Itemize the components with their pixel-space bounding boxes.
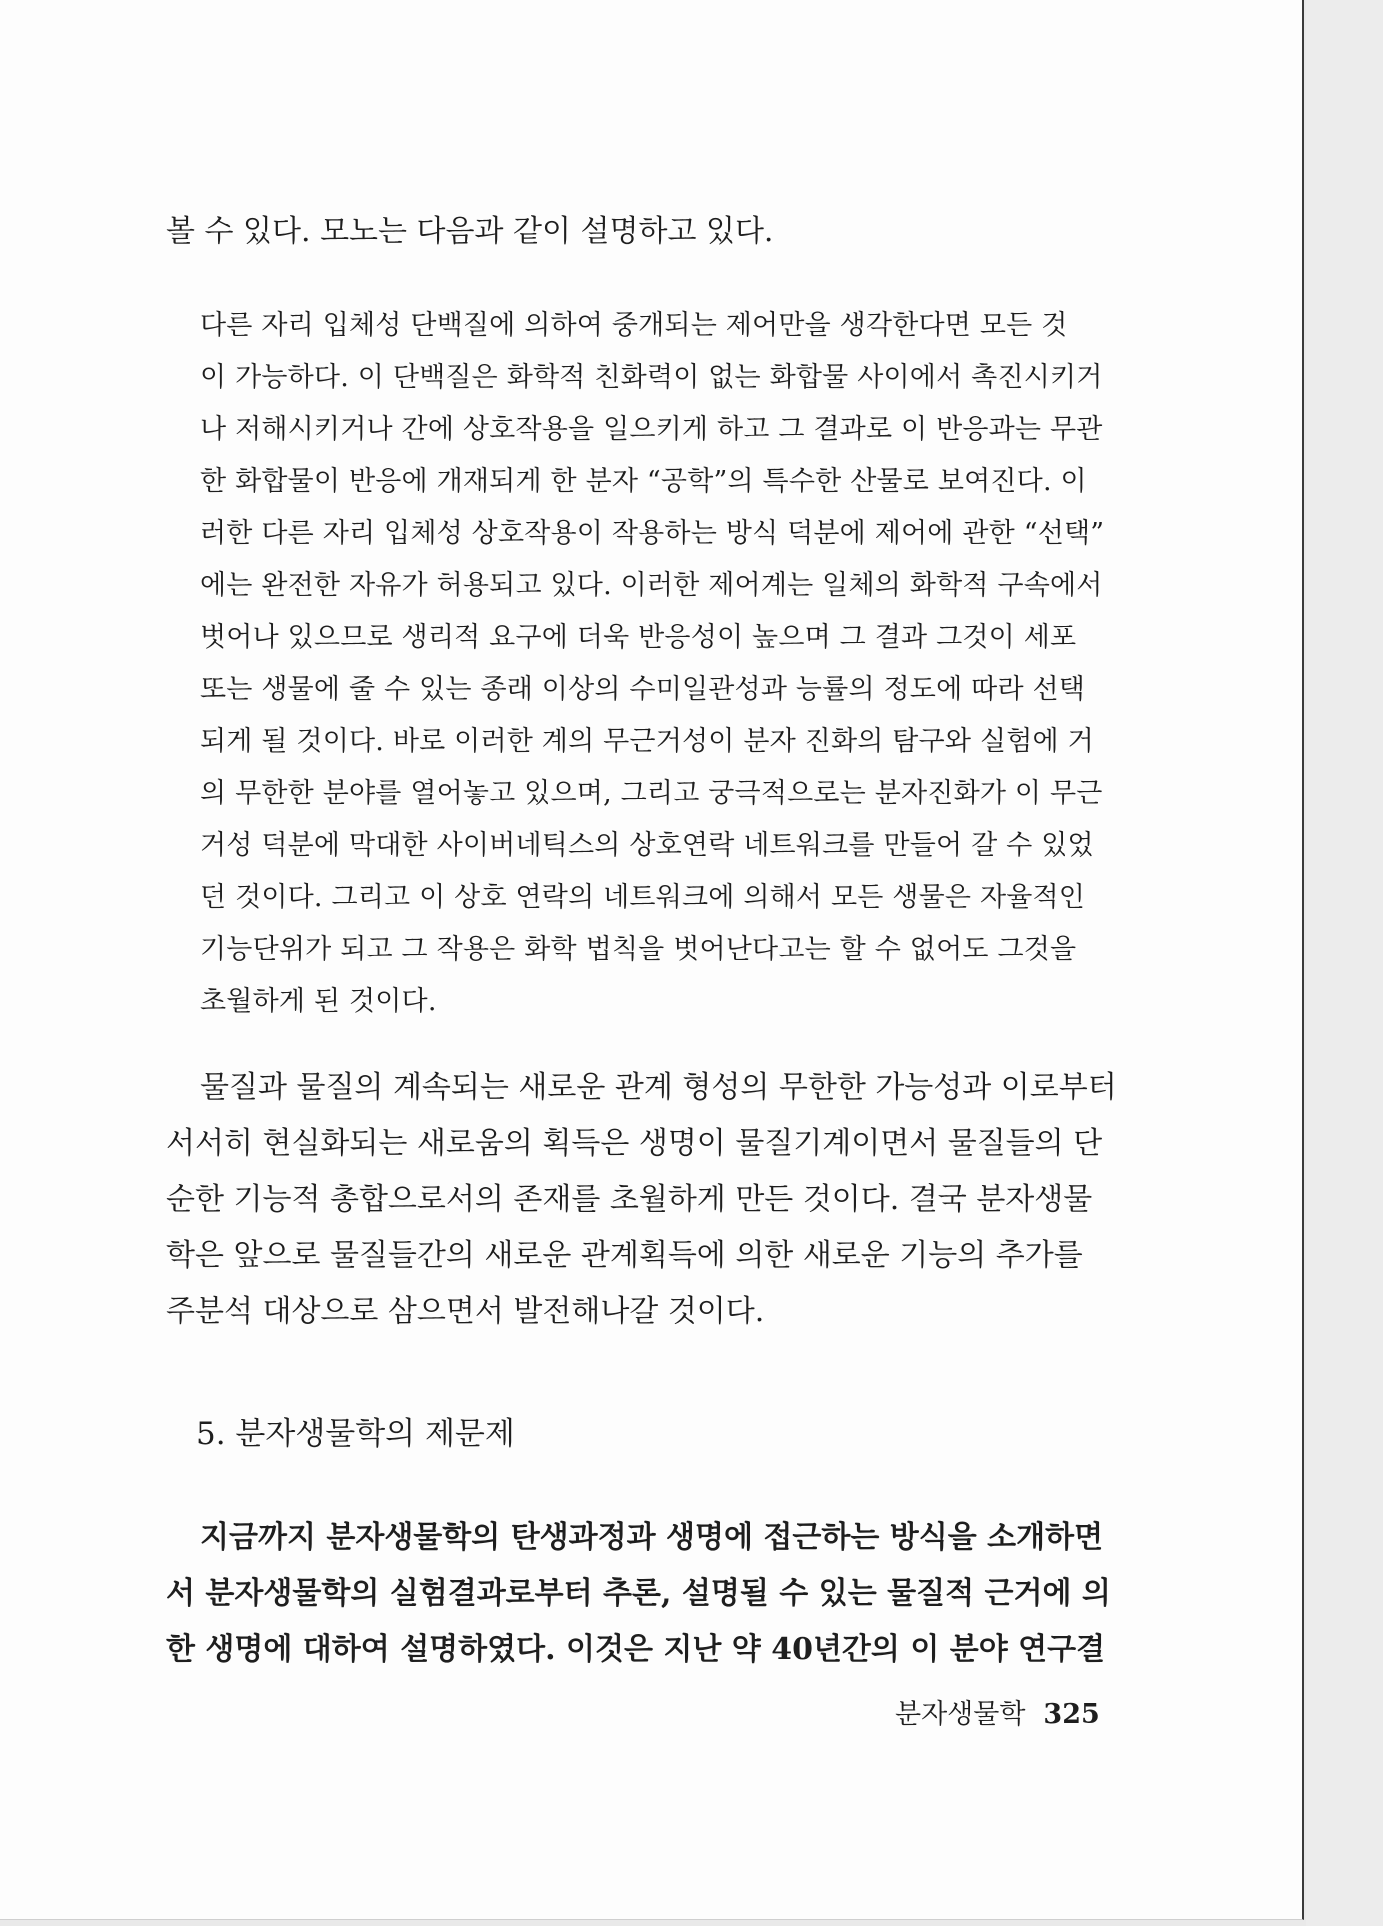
section-heading: 5. 분자생물학의 제문제 — [196, 1416, 515, 1452]
quote-line: 또는 생물에 줄 수 있는 종래 이상의 수미일관성과 능률의 정도에 따라 선택 — [200, 674, 1086, 705]
paragraph-line: 순한 기능적 총합으로서의 존재를 초월하게 만든 것이다. 결국 분자생물 — [166, 1182, 1093, 1217]
quote-line: 한 화합물이 반응에 개재되게 한 분자 “공학”의 특수한 산물로 보여진다. 이 — [200, 466, 1087, 497]
paragraph-line: 서서히 현실화되는 새로움의 획득은 생명이 물질기계이면서 물질들의 단 — [166, 1126, 1103, 1161]
quote-line: 벗어나 있으므로 생리적 요구에 더욱 반응성이 높으며 그 결과 그것이 세포 — [200, 622, 1077, 653]
paragraph-line: 물질과 물질의 계속되는 새로운 관계 형성의 무한한 가능성과 이로부터 — [200, 1070, 1117, 1105]
page-number: 325 — [1043, 1699, 1100, 1730]
quote-line: 기능단위가 되고 그 작용은 화학 법칙을 벗어난다고는 할 수 없어도 그것을 — [200, 934, 1077, 965]
paragraph-line: 한 생명에 대하여 설명하였다. 이것은 지난 약 40년간의 이 분야 연구결 — [166, 1632, 1106, 1667]
quote-line: 이 가능하다. 이 단백질은 화학적 친화력이 없는 화합물 사이에서 촉진시키거 — [200, 362, 1103, 393]
quote-line: 던 것이다. 그리고 이 상호 연락의 네트워크에 의해서 모든 생물은 자율적인 — [200, 882, 1086, 913]
quote-line: 러한 다른 자리 입체성 상호작용이 작용하는 방식 덕분에 제어에 관한 “선택” — [200, 518, 1105, 549]
quote-line: 다른 자리 입체성 단백질에 의하여 중개되는 제어만을 생각한다면 모든 것 — [200, 310, 1068, 341]
page-footer — [895, 1692, 1100, 1731]
quote-line: 초월하게 된 것이다. — [200, 986, 437, 1017]
quote-line: 거성 덕분에 막대한 사이버네틱스의 상호연락 네트워크를 만들어 갈 수 있었 — [200, 830, 1094, 861]
quote-line: 에는 완전한 자유가 허용되고 있다. 이러한 제어계는 일체의 화학적 구속에서 — [200, 570, 1103, 601]
paragraph-line: 주분석 대상으로 삼으면서 발전해나갈 것이다. — [166, 1294, 765, 1329]
paragraph-line: 학은 앞으로 물질들간의 새로운 관계획득에 의한 새로운 기능의 추가를 — [166, 1238, 1083, 1273]
quote-line: 되게 될 것이다. 바로 이러한 계의 무근거성이 분자 진화의 탐구와 실험에 거 — [200, 726, 1094, 757]
quote-line: 의 무한한 분야를 열어놓고 있으며, 그리고 궁극적으로는 분자진화가 이 무근 — [200, 778, 1103, 809]
paragraph-line: 서 분자생물학의 실험결과로부터 추론, 설명될 수 있는 물질적 근거에 의 — [166, 1576, 1111, 1611]
background-margin — [1306, 0, 1383, 1926]
paragraph-line: 지금까지 분자생물학의 탄생과정과 생명에 접근하는 방식을 소개하면 — [200, 1520, 1104, 1555]
running-title: 분자생물학 — [895, 1699, 1026, 1730]
quote-line: 나 저해시키거나 간에 상호작용을 일으키게 하고 그 결과로 이 반응과는 무관 — [200, 414, 1103, 445]
intro-line: 볼 수 있다. 모노는 다음과 같이 설명하고 있다. — [166, 214, 774, 249]
